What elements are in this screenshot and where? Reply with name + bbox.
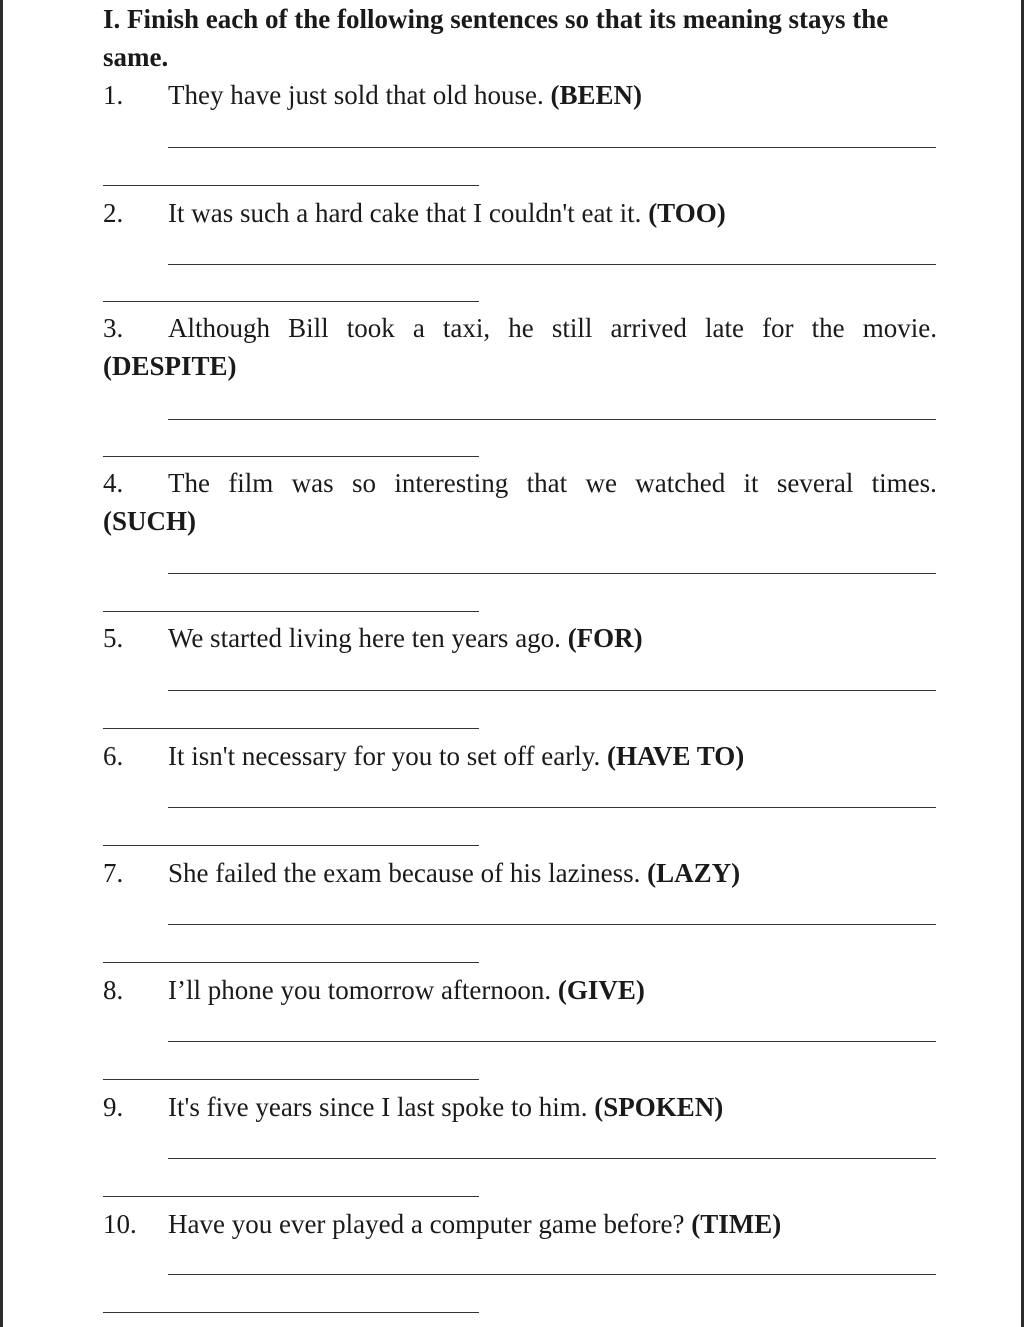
- answer-line[interactable]: [168, 1274, 936, 1275]
- answer-line[interactable]: [103, 1196, 479, 1197]
- page-left-border: [0, 0, 3, 1327]
- question-text: [103, 464, 937, 540]
- question-word: Bill: [288, 313, 329, 343]
- question-number: 3.: [103, 313, 124, 343]
- exercise-heading: I. Finish each of the following sentences so that its meaning stays the same.: [103, 4, 889, 72]
- question-word: movie.: [862, 313, 937, 343]
- question-number: 1.: [103, 80, 124, 110]
- question-number: 7.: [103, 858, 124, 888]
- question-keyword: (TOO): [648, 198, 726, 228]
- question-keyword: (HAVE TO): [607, 741, 745, 771]
- answer-line[interactable]: [103, 301, 479, 302]
- answer-line[interactable]: [103, 611, 479, 612]
- answer-line[interactable]: [168, 1158, 936, 1159]
- question-word: he: [508, 313, 534, 343]
- question-text: We started living here ten years ago. (FOR): [168, 623, 643, 653]
- question-text: I’ll phone you tomorrow afternoon. (GIVE): [168, 975, 645, 1005]
- answer-line[interactable]: [103, 1312, 479, 1313]
- answer-line[interactable]: [168, 1041, 936, 1042]
- question-text: Have you ever played a computer game before? (TIME): [168, 1209, 782, 1239]
- question-number: 9.: [103, 1092, 124, 1122]
- question-text: It was such a hard cake that I couldn't eat it. (TOO): [168, 198, 726, 228]
- answer-line[interactable]: [103, 845, 479, 846]
- question-keyword: (GIVE): [557, 975, 645, 1005]
- question-word: taxi,: [442, 313, 491, 343]
- answer-line[interactable]: [103, 185, 479, 186]
- question-number: 4.: [103, 468, 124, 498]
- question-number: 10.: [103, 1209, 137, 1239]
- answer-line[interactable]: [168, 147, 936, 148]
- question-word: interesting: [394, 468, 509, 498]
- question-text: It's five years since I last spoke to him. (SPOKEN): [168, 1092, 724, 1122]
- question-word: watched: [635, 468, 726, 498]
- question-word: late: [704, 313, 744, 343]
- answer-line[interactable]: [168, 419, 936, 420]
- question-word: we: [585, 468, 617, 498]
- question-keyword: (FOR): [567, 623, 643, 653]
- answer-line[interactable]: [168, 924, 936, 925]
- question-word: still: [551, 313, 593, 343]
- answer-line[interactable]: [103, 1079, 479, 1080]
- question-word: The: [168, 468, 210, 498]
- question-keyword: (SUCH): [103, 506, 196, 536]
- question-word: several: [776, 468, 854, 498]
- question-keyword: (BEEN): [550, 80, 642, 110]
- question-word: so: [351, 468, 376, 498]
- question-word: arrived: [610, 313, 687, 343]
- question-number: 8.: [103, 975, 124, 1005]
- question-word: that: [526, 468, 568, 498]
- question-text: It isn't necessary for you to set off early. (HAVE TO): [168, 741, 745, 771]
- question-word: film: [228, 468, 274, 498]
- question-text: She failed the exam because of his laziness. (LAZY): [168, 858, 741, 888]
- question-word: took: [346, 313, 395, 343]
- answer-line[interactable]: [103, 962, 479, 963]
- answer-line[interactable]: [168, 264, 936, 265]
- question-word: for: [762, 313, 794, 343]
- answer-line[interactable]: [168, 807, 936, 808]
- question-keyword: (DESPITE): [103, 351, 237, 381]
- question-number: 2.: [103, 198, 124, 228]
- question-word: Although: [168, 313, 271, 343]
- question-keyword: (TIME): [691, 1209, 782, 1239]
- question-text: [103, 309, 937, 385]
- question-keyword: (SPOKEN): [594, 1092, 724, 1122]
- answer-line[interactable]: [103, 728, 479, 729]
- answer-line[interactable]: [168, 573, 936, 574]
- question-word: it: [743, 468, 759, 498]
- answer-line[interactable]: [103, 456, 479, 457]
- question-number: 6.: [103, 741, 124, 771]
- question-word: a: [412, 313, 425, 343]
- question-word: was: [291, 468, 334, 498]
- question-keyword: (LAZY): [647, 858, 741, 888]
- question-word: times.: [871, 468, 937, 498]
- question-number: 5.: [103, 623, 124, 653]
- question-text: They have just sold that old house. (BEEN): [168, 80, 642, 110]
- answer-line[interactable]: [168, 690, 936, 691]
- question-word: the: [811, 313, 845, 343]
